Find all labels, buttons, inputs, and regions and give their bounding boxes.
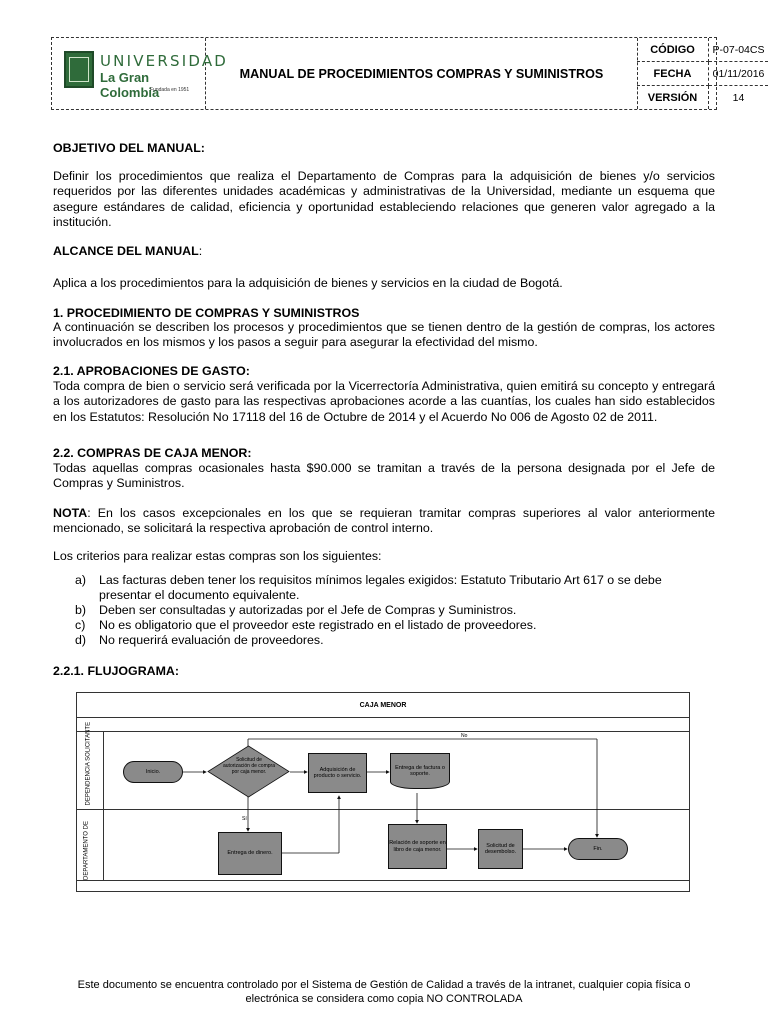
list-marker: d)	[75, 633, 87, 647]
alcance-heading	[53, 244, 715, 259]
meta-label: FECHA	[637, 62, 709, 86]
section-1-heading: 1. PROCEDIMIENTO DE COMPRAS Y SUMINISTROS	[53, 306, 360, 320]
flowchart-title: CAJA MENOR	[77, 693, 689, 718]
meta-row-codigo	[637, 38, 768, 62]
flow-node-entrega-factura: Entrega de factura o soporte.	[390, 753, 450, 789]
criterios-text: Los criterios para realizar estas compras son los siguientes:	[53, 549, 382, 563]
meta-label: VERSIÓN	[637, 86, 709, 109]
flow-connectors	[77, 693, 689, 891]
alcance-heading-text: ALCANCE DEL MANUAL	[53, 244, 199, 258]
section-1-text: A continuación se describen los procesos y procedimientos que se tienen dentro de la gestión de compras, los actores involucrados en los mismos y los pasos a seguir para asegurar la efectividad del mismo.	[53, 320, 715, 350]
meta-value: 01/11/2016	[709, 62, 768, 86]
meta-label: CÓDIGO	[637, 38, 709, 62]
meta-row-version	[637, 86, 768, 110]
document-title: MANUAL DE PROCEDIMIENTOS COMPRAS Y SUMINISTROS	[206, 38, 638, 109]
list-item	[75, 603, 695, 618]
document-meta	[637, 38, 765, 109]
list-marker: c)	[75, 618, 86, 632]
flow-node-decision	[207, 745, 290, 798]
flow-node-relacion: Relación de soporte en libro de caja menor.	[388, 824, 447, 869]
flow-node-entrega-dinero: Entrega de dinero.	[218, 832, 282, 875]
nota-paragraph	[53, 506, 715, 537]
footer-line-1: Este documento se encuentra controlado por el Sistema de Gestión de Calidad a través de la intranet, cualquier copia física o	[77, 979, 691, 991]
decision-text: Solicitud de autorización de compra por caja menor.	[223, 757, 275, 775]
meta-row-fecha	[637, 62, 768, 86]
logo-founded: Fundada en 1951	[150, 87, 190, 93]
list-marker: a)	[75, 573, 87, 587]
alcance-text: Aplica a los procedimientos para la adquisición de bienes y servicios en la ciudad de Bogotá.	[53, 276, 563, 290]
section-2-2-heading: 2.2. COMPRAS DE CAJA MENOR:	[53, 446, 252, 460]
flow-node-solicitud: Solicitud de desembolso.	[478, 829, 523, 869]
list-item-text: Deben ser consultadas y autorizadas por el Jefe de Compras y Suministros.	[99, 603, 517, 617]
list-item	[75, 618, 695, 633]
list-marker: b)	[75, 603, 87, 617]
list-item	[75, 573, 695, 603]
list-item-text: Las facturas deben tener los requisitos mínimos legales exigidos: Estatuto Tributario Art 617 o se debe presentar el documento equivalente.	[99, 573, 662, 602]
flow-node-adquisicion: Adquisición de producto o servicio.	[308, 753, 367, 793]
footer-line-2: electrónica se considera como copia NO CONTROLADA	[245, 993, 523, 1005]
objetivo-text: Definir los procedimientos que realiza el Departamento de Compras para la adquisición de bienes y/o servicios requeridos por las diferentes unidades académicas y administrativas de la Universidad, mediante un esquema que asegure estándares de calidad, eficiencia y oportunidad estableciendo relaciones que generen valor agregado a la institución.	[53, 169, 715, 230]
section-2-2-text: Todas aquellas compras ocasionales hasta $90.000 se tramitan a través de la persona designada por el Jefe de Compras y Suministros.	[53, 461, 715, 491]
list-item	[75, 633, 695, 648]
nota-label: NOTA	[53, 506, 88, 520]
meta-value: P-07-04CS	[709, 38, 768, 62]
flujograma-heading: 2.2.1. FLUJOGRAMA:	[53, 664, 179, 678]
section-2-1-text: Toda compra de bien o servicio será verificada por la Vicerrectoría Administrativa, quien emitirá su concepto y entregará a los autorizadores de gasto para las respectivas aprobaciones acorde a las cuantías, los cuales han sido establecidos en los Estatutos: Resolución No 17118 del 16 de Octubre de 2014 y el Acuerdo No 006 de Agosto 02 de 2011.	[53, 379, 715, 424]
nota-text: : En los casos excepcionales en los que se requieran tramitar compras superiores al valor anteriormente mencionado, se solicitará la respectiva aprobación de control interno.	[53, 506, 715, 536]
logo-seal	[64, 51, 94, 88]
criterios-list	[75, 573, 695, 648]
lane-1-label: DEPENDENCIA SOLICITANTE	[85, 721, 92, 806]
logo-name: UNIVERSIDAD	[100, 52, 229, 70]
flow-node-inicio: Inicio.	[123, 761, 183, 783]
document-header	[51, 37, 765, 110]
flow-node-fin: Fin.	[568, 838, 628, 860]
flow-si-label: Sí	[242, 816, 247, 822]
logo-subname: La Gran Colombia	[100, 70, 160, 100]
list-item-text: No requerirá evaluación de proveedores.	[99, 633, 324, 647]
meta-value: 14	[732, 91, 745, 104]
section-2-1-heading: 2.1. APROBACIONES DE GASTO:	[53, 364, 250, 378]
flowchart	[76, 692, 690, 892]
objetivo-heading: OBJETIVO DEL MANUAL:	[53, 141, 205, 155]
alcance-colon: :	[198, 244, 203, 258]
list-item-text: No es obligatorio que el proveedor este registrado en el listado de proveedores.	[99, 618, 537, 632]
document-footer	[50, 978, 718, 1006]
flow-no-label: No	[461, 733, 468, 739]
lane-2-label: DEPARTAMENTO DE	[83, 821, 90, 880]
university-logo	[52, 38, 229, 109]
